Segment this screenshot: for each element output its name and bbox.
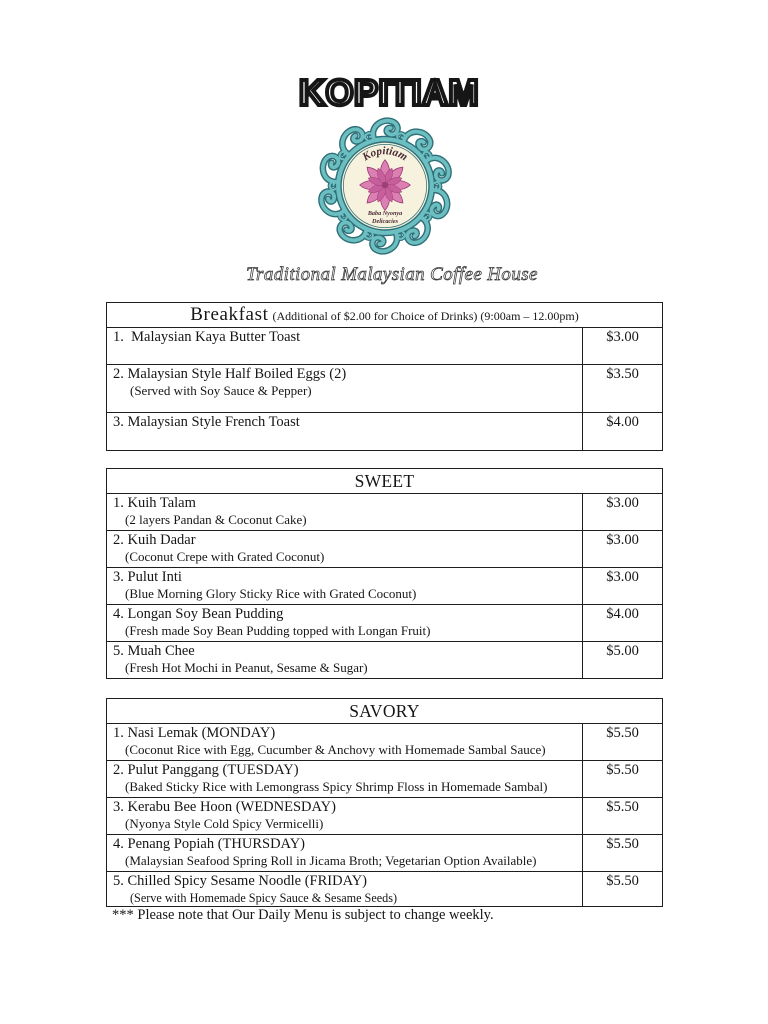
menu-item-description: (Baked Sticky Rice with Lemongrass Spicy Shrimp Floss in Homemade Sambal) bbox=[125, 779, 548, 794]
menu-item-price: $3.00 bbox=[606, 329, 639, 345]
menu-item-name: 2. Malaysian Style Half Boiled Eggs (2) bbox=[113, 366, 347, 382]
menu-item-price: $5.00 bbox=[606, 643, 639, 659]
sweet-header bbox=[107, 469, 662, 493]
menu-item-name: 5. Muah Chee bbox=[113, 643, 195, 659]
menu-item-description: (Blue Morning Glory Sticky Rice with Grated Coconut) bbox=[125, 586, 417, 601]
menu-item-cell bbox=[107, 798, 583, 834]
menu-item-cell bbox=[107, 568, 583, 604]
logo-name-path: Kopitiam bbox=[360, 145, 410, 164]
menu-item-price: $5.50 bbox=[606, 762, 639, 778]
menu-row bbox=[107, 760, 662, 797]
menu-item-description: (Coconut Crepe with Grated Coconut) bbox=[125, 549, 325, 564]
section-title: SAVORY bbox=[349, 701, 420, 721]
lotus-flower-icon bbox=[360, 160, 411, 211]
sweet-menu-table bbox=[106, 468, 663, 679]
menu-item-price: $3.00 bbox=[606, 569, 639, 585]
menu-row bbox=[107, 834, 662, 871]
menu-item-price: $5.50 bbox=[606, 799, 639, 815]
menu-item-name: 4. Penang Popiah (THURSDAY) bbox=[113, 836, 305, 852]
menu-item-price: $3.00 bbox=[606, 495, 639, 511]
footer-note: *** Please note that Our Daily Menu is subject to change weekly. bbox=[112, 907, 494, 923]
menu-item-description: (Served with Soy Sauce & Pepper) bbox=[130, 383, 312, 398]
menu-item-description: (2 layers Pandan & Coconut Cake) bbox=[125, 512, 307, 527]
menu-row bbox=[107, 493, 662, 530]
menu-item-name: 2. Pulut Panggang (TUESDAY) bbox=[113, 762, 299, 778]
menu-item-cell bbox=[107, 328, 583, 364]
menu-row bbox=[107, 723, 662, 760]
menu-item-cell bbox=[107, 365, 583, 412]
menu-item-cell bbox=[107, 642, 583, 678]
logo-subtitle-line2: Delicacies bbox=[372, 218, 398, 225]
menu-item-description: (Fresh made Soy Bean Pudding topped with Longan Fruit) bbox=[125, 623, 431, 638]
menu-item-price: $3.50 bbox=[606, 366, 639, 382]
menu-item-price: $4.00 bbox=[606, 606, 639, 622]
logo-subtitle-line1: Baba Nyonya bbox=[367, 211, 403, 218]
menu-item-name: 5. Chilled Spicy Sesame Noodle (FRIDAY) bbox=[113, 873, 368, 889]
menu-row bbox=[107, 797, 662, 834]
section-note: (Additional of $2.00 for Choice of Drinks) (9:00am – 12.00pm) bbox=[272, 309, 579, 323]
menu-item-name: 3. Kerabu Bee Hoon (WEDNESDAY) bbox=[113, 799, 336, 815]
menu-item-description: (Fresh Hot Mochi in Peanut, Sesame & Sugar) bbox=[125, 660, 368, 675]
section-title: SWEET bbox=[354, 471, 415, 491]
menu-item-name: 2. Kuih Dadar bbox=[113, 532, 196, 548]
menu-item-price: $3.00 bbox=[606, 532, 639, 548]
menu-item-price: $5.50 bbox=[606, 725, 639, 741]
menu-row bbox=[107, 412, 662, 450]
menu-row bbox=[107, 871, 662, 906]
section-title: Breakfast bbox=[190, 304, 269, 325]
menu-row bbox=[107, 641, 662, 678]
menu-item-cell bbox=[107, 413, 583, 450]
menu-item-cell bbox=[107, 835, 583, 871]
menu-item-description: (Nyonya Style Cold Spicy Vermicelli) bbox=[125, 816, 324, 831]
menu-item-cell bbox=[107, 872, 583, 906]
menu-row bbox=[107, 567, 662, 604]
menu-item-name: 3. Pulut Inti bbox=[113, 569, 182, 585]
menu-item-cell bbox=[107, 724, 583, 760]
menu-item-description: (Coconut Rice with Egg, Cucumber & Anchovy with Homemade Sambal Sauce) bbox=[125, 742, 546, 757]
page-title: KOPITIAM bbox=[299, 72, 479, 113]
menu-item-cell bbox=[107, 531, 583, 567]
menu-item-name: 1. Malaysian Kaya Butter Toast bbox=[113, 329, 301, 345]
menu-item-price: $5.50 bbox=[606, 836, 639, 852]
menu-item-cell bbox=[107, 605, 583, 641]
lotus-center bbox=[382, 182, 389, 189]
menu-item-description: (Malaysian Seafood Spring Roll in Jicama Broth; Vegetarian Option Available) bbox=[125, 853, 537, 868]
menu-item-name: 4. Longan Soy Bean Pudding bbox=[113, 606, 284, 622]
savory-header bbox=[107, 699, 662, 723]
menu-item-name: 3. Malaysian Style French Toast bbox=[113, 414, 300, 430]
menu-item-price: $4.00 bbox=[606, 414, 639, 430]
tagline: Traditional Malaysian Coffee House bbox=[246, 264, 538, 285]
menu-item-cell bbox=[107, 761, 583, 797]
menu-item-price: $5.50 bbox=[606, 873, 639, 889]
kopitiam-logo-emblem bbox=[312, 113, 458, 259]
menu-item-name: 1. Kuih Talam bbox=[113, 495, 196, 511]
savory-menu-table bbox=[106, 698, 663, 907]
menu-row bbox=[107, 364, 662, 412]
breakfast-header bbox=[107, 303, 662, 327]
menu-item-cell bbox=[107, 494, 583, 530]
menu-item-name: 1. Nasi Lemak (MONDAY) bbox=[113, 725, 276, 741]
menu-row bbox=[107, 604, 662, 641]
menu-row bbox=[107, 327, 662, 364]
menu-row bbox=[107, 530, 662, 567]
breakfast-menu-table bbox=[106, 302, 663, 451]
menu-item-description: (Serve with Homemade Spicy Sauce & Sesame Seeds) bbox=[130, 891, 398, 905]
